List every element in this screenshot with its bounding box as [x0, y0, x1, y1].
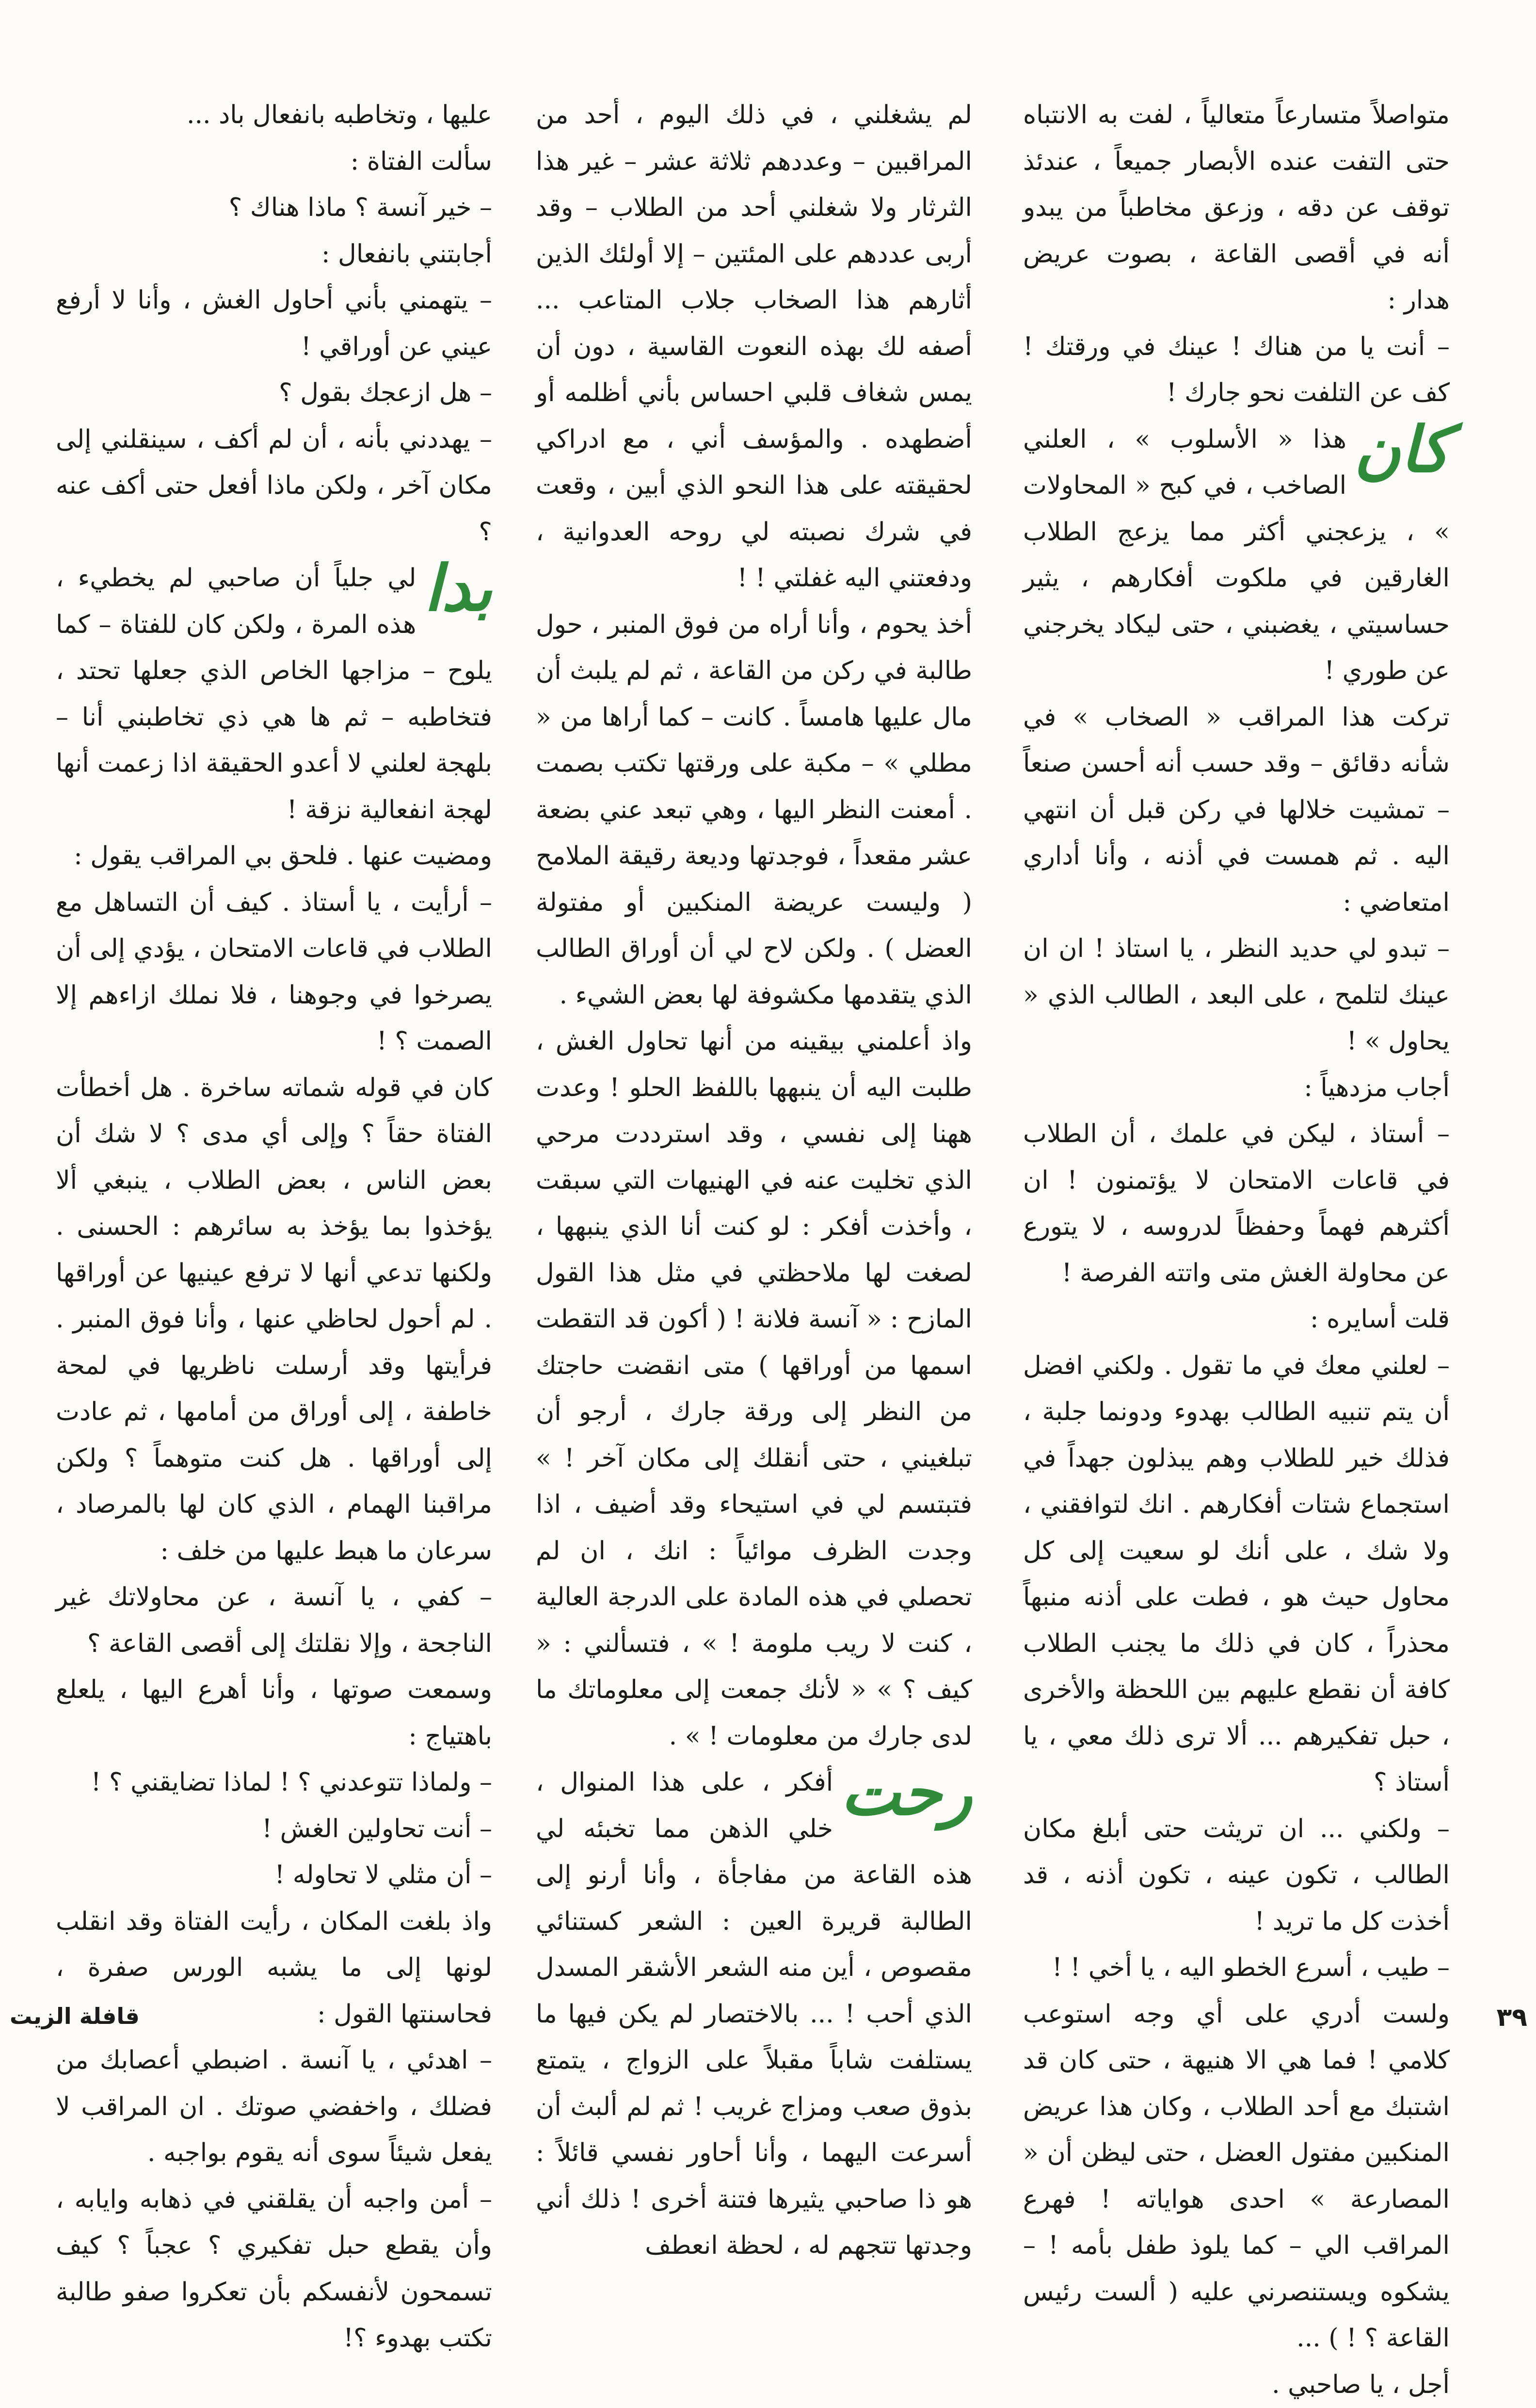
paragraph: واذ أعلمني بيقينه من أنها تحاول الغش ، طلبت اليه أن ينبهها باللفظ الحلو ! وعدت ههنا إلى نفسي ، وقد استرددت مرحي الذي تخليت عنه في الهنيهات التي سبقت ، وأخذت أفكر : لو كنت أنا الذي ينبهها ، لصغت لها ملاحظتي في مثل هذا القول المازح : « آنسة فلانة ! ( أكون قد التقطت اسمها من أوراقها ) متى انقضت حاجتك من النظر إلى ورقة جارك ، أرجو أن تبلغيني ، حتى أنقلك إلى مكان آخر ! » فتبتسم لي في استيحاء وقد أضيف ، اذا وجدت الظرف موائياً : انك ، ان لم تحصلي في هذه المادة على الدرجة العالية ، كنت لا ريب ملومة ! » ، فتسألني : « كيف ؟ » « لأنك جمعت إلى معلوماتك ما لدى جارك من معلومات ! » . — [536, 1018, 972, 1760]
paragraph: – أنت يا من هناك ! عينك في ورقتك ! كف عن التلفت نحو جارك ! — [1023, 324, 1450, 417]
magazine-name: قافلة الزيت — [10, 2003, 184, 2029]
paragraph: ولست أدري على أي وجه استوعب كلامي ! فما هي الا هنيهة ، حتى كان قد اشتبك مع أحد الطلاب ، وكان هذا عريض المنكبين مفتول العضل ، حتى ليظن أن « المصارعة » احدى هواياته ! فهرع المراقب الي – كما يلوذ طفل بأمه ! – يشكوه ويستنصرني عليه ( ألست رئيس القاعة ؟ ! ) ... — [1023, 1991, 1450, 2362]
paragraph: – ولماذا تتوعدني ؟ ! لماذا تضايقني ؟ ! — [56, 1760, 492, 1806]
article-column-left — [56, 92, 492, 1955]
paragraph — [56, 555, 492, 833]
paragraph: أخذ يحوم ، وأنا أراه من فوق المنبر ، حول طالبة في ركن من القاعة ، ثم لم يلبث أن مال عليها هامساً . كانت – كما أراها من « مطلي » – مكبة على ورقتها تكتب بصمت . أمعنت النظر اليها ، وهي تبعد عني بضعة عشر مقعداً ، فوجدتها وديعة رقيقة الملامح ( وليست عريضة المنكبين أو مفتولة العضل ) . ولكن لاح لي أن أوراق الطالب الذي يتقدمها مكشوفة لها بعض الشيء . — [536, 602, 972, 1019]
paragraph: واذ بلغت المكان ، رأيت الفتاة وقد انقلب لونها إلى ما يشبه الورس صفرة ، فحاسنتها القول : — [56, 1899, 492, 2038]
paragraph: – طيب ، أسرع الخطو اليه ، يا أخي ! ! — [1023, 1945, 1450, 1991]
paragraph-text: أفكر ، على هذا المنوال ، خلي الذهن مما تخبئه لي هذه القاعة من مفاجأة ، وأنا أرنو إلى الطالبة قريرة العين : الشعر كستنائي مقصوص ، أين منه الشعر الأشقر المسدل الذي أحب ! ... بالاختصار لم يكن فيها ما يستلفت شاباً مقبلاً على الزواج ، يتمتع بذوق صعب ومزاج غريب ! ثم لم ألبث أن أسرعت اليهما ، وأنا أحاور نفسي قائلاً : هو ذا صاحبي يثيرها فتنة أخرى ! ذلك أني وجدتها تتجهم له ، لحظة انعطف — [536, 1768, 972, 2260]
paragraph: – أن مثلي لا تحاوله ! — [56, 1852, 492, 1899]
paragraph: – تبدو لي حديد النظر ، يا استاذ ! ان ان عينك لتلمح ، على البعد ، الطالب الذي « يحاول » ! — [1023, 926, 1450, 1065]
paragraph: أجل ، يا صاحبي . — [1023, 2362, 1450, 2408]
paragraph — [1023, 417, 1450, 695]
paragraph: لم يشغلني ، في ذلك اليوم ، أحد من المراقبين – وعددهم ثلاثة عشر – غير هذا الثرثار ولا شغلني أحد من الطلاب – وقد أربى عددهم على المئتين – إلا أولئك الذين أثارهم هذا الصخاب جلاب المتاعب ... أصفه لك بهذه النعوت القاسية ، دون أن يمس شغاف قلبي احساس بأني أظلمه أو أضطهده . والمؤسف أني ، مع ادراكي لحقيقته على هذا النحو الذي أبين ، وقعت في شرك نصبته لي روحه العدوانية ، ودفعتني اليه غفلتي ! ! — [536, 92, 972, 602]
paragraph: تركت هذا المراقب « الصخاب » في شأنه دقائق – وقد حسب أنه أحسن صنعاً – تمشيت خلالها في ركن قبل أن انتهي اليه . ثم همست في أذنه ، وأنا أداري امتعاضي : — [1023, 695, 1450, 926]
paragraph: – كفي ، يا آنسة ، عن محاولاتك غير الناجحة ، وإلا نقلتك إلى أقصى القاعة ؟ — [56, 1574, 492, 1667]
paragraph: – اهدئي ، يا آنسة . اضبطي أعصابك من فضلك ، واخفضي صوتك . ان المراقب لا يفعل شيئاً سوى أنه يقوم بواجبه . — [56, 2037, 492, 2177]
paragraph: ومضيت عنها . فلحق بي المراقب يقول : — [56, 833, 492, 880]
paragraph: عليها ، وتخاطبه بانفعال باد ... — [56, 92, 492, 139]
paragraph: وسمعت صوتها ، وأنا أهرع اليها ، يلعلع باهتياج : — [56, 1667, 492, 1760]
paragraph: – أمن واجبه أن يقلقني في ذهابه وايابه ، وأن يقطع حبل تفكيري ؟ عجباً ؟ كيف تسمحون لأنفسكم بأن تعكروا صفو طالبة تكتب بهدوء ؟! — [56, 2177, 492, 2362]
paragraph: – يتهمني بأني أحاول الغش ، وأنا لا أرفع عيني عن أوراقي ! — [56, 277, 492, 370]
paragraph: أجابتني بانفعال : — [56, 231, 492, 278]
paragraph: متواصلاً متسارعاً متعالياً ، لفت به الانتباه حتى التفت عنده الأبصار جميعاً ، عندئذ توقف عن دقه ، وزعق مخاطباً من يبدو أنه في أقصى القاعة ، بصوت عريض هدار : — [1023, 92, 1450, 324]
drop-cap-word: بدا — [424, 559, 492, 617]
drop-cap-word: رحت — [841, 1763, 972, 1822]
paragraph-text: لي جلياً أن صاحبي لم يخطيء ، هذه المرة ، ولكن كان للفتاة – كما يلوح – مزاجها الخاص الذي جعلها تحتد ، فتخاطبه – ثم ها هي ذي تخاطبني أنا – بلهجة لعلني لا أعدو الحقيقة اذا زعمت أنها لهجة انفعالية نزقة ! — [56, 564, 492, 824]
paragraph: أجاب مزدهياً : — [1023, 1065, 1450, 1112]
page-number: ٣٩ — [1474, 2003, 1527, 2032]
paragraph: سألت الفتاة : — [56, 139, 492, 185]
paragraph-text: هذا « الأسلوب » ، العلني الصاخب ، في كبح « المحاولات » ، يزعجني أكثر مما يزعج الطلاب الغارقين في ملكوت أفكارهم ، يثير حساسيتي ، يغضبني ، حتى ليكاد يخرجني عن طوري ! — [1023, 425, 1450, 686]
article-column-middle — [536, 92, 972, 1955]
paragraph: – هل ازعجك بقول ؟ — [56, 370, 492, 417]
paragraph: – يهددني بأنه ، أن لم أكف ، سينقلني إلى مكان آخر ، ولكن ماذا أفعل حتى أكف عنه ؟ — [56, 417, 492, 556]
paragraph: – لعلني معك في ما تقول . ولكني افضل أن يتم تنبيه الطالب بهدوء ودونما جلبة ، فذلك خير للطلاب وهم يبذلون جهداً في استجماع شتات أفكارهم . انك لتوافقني ، ولا شك ، على أنك لو سعيت إلى كل محاول حيث هو ، فطت على أذنه منبهاً محذراً ، كان في ذلك ما يجنب الطلاب كافة أن نقطع عليهم بين اللحظة والأخرى ، حبل تفكيرهم ... ألا ترى ذلك معي ، يا أستاذ ؟ — [1023, 1343, 1450, 1806]
paragraph: – خير آنسة ؟ ماذا هناك ؟ — [56, 185, 492, 231]
paragraph — [536, 1760, 972, 2269]
paragraph: – ولكني ... ان تريثت حتى أبلغ مكان الطالب ، تكون عينه ، تكون أذنه ، قد أخذت كل ما تريد ! — [1023, 1806, 1450, 1945]
article-column-right — [1023, 92, 1450, 1955]
paragraph: قلت أسايره : — [1023, 1296, 1450, 1343]
drop-cap-word: كان — [1354, 420, 1450, 479]
paragraph: – أنت تحاولين الغش ! — [56, 1806, 492, 1853]
paragraph: – أستاذ ، ليكن في علمك ، أن الطلاب في قاعات الامتحان لا يؤتمنون ! ان أكثرهم فهماً وحفظاً لدروسه ، لا يتورع عن محاولة الغش متى واتته الفرصة ! — [1023, 1111, 1450, 1296]
paragraph: – أرأيت ، يا أستاذ . كيف أن التساهل مع الطلاب في قاعات الامتحان ، يؤدي إلى أن يصرخوا في وجوهنا ، فلا نملك ازاءهم إلا الصمت ؟ ! — [56, 880, 492, 1065]
paragraph: كان في قوله شماته ساخرة . هل أخطأت الفتاة حقاً ؟ وإلى أي مدى ؟ لا شك أن بعض الناس ، بعض الطلاب ، ينبغي ألا يؤخذوا بما يؤخذ به سائرهم : الحسنى . ولكنها تدعي أنها لا ترفع عينيها عن أوراقها . لم أحول لحاظي عنها ، وأنا فوق المنبر . فرأيتها وقد أرسلت ناظريها في لمحة خاطفة ، إلى أوراق من أمامها ، ثم عادت إلى أوراقها . هل كنت متوهماً ؟ ولكن مراقبنا الهمام ، الذي كان لها بالمرصاد ، سرعان ما هبط عليها من خلف : — [56, 1065, 492, 1575]
